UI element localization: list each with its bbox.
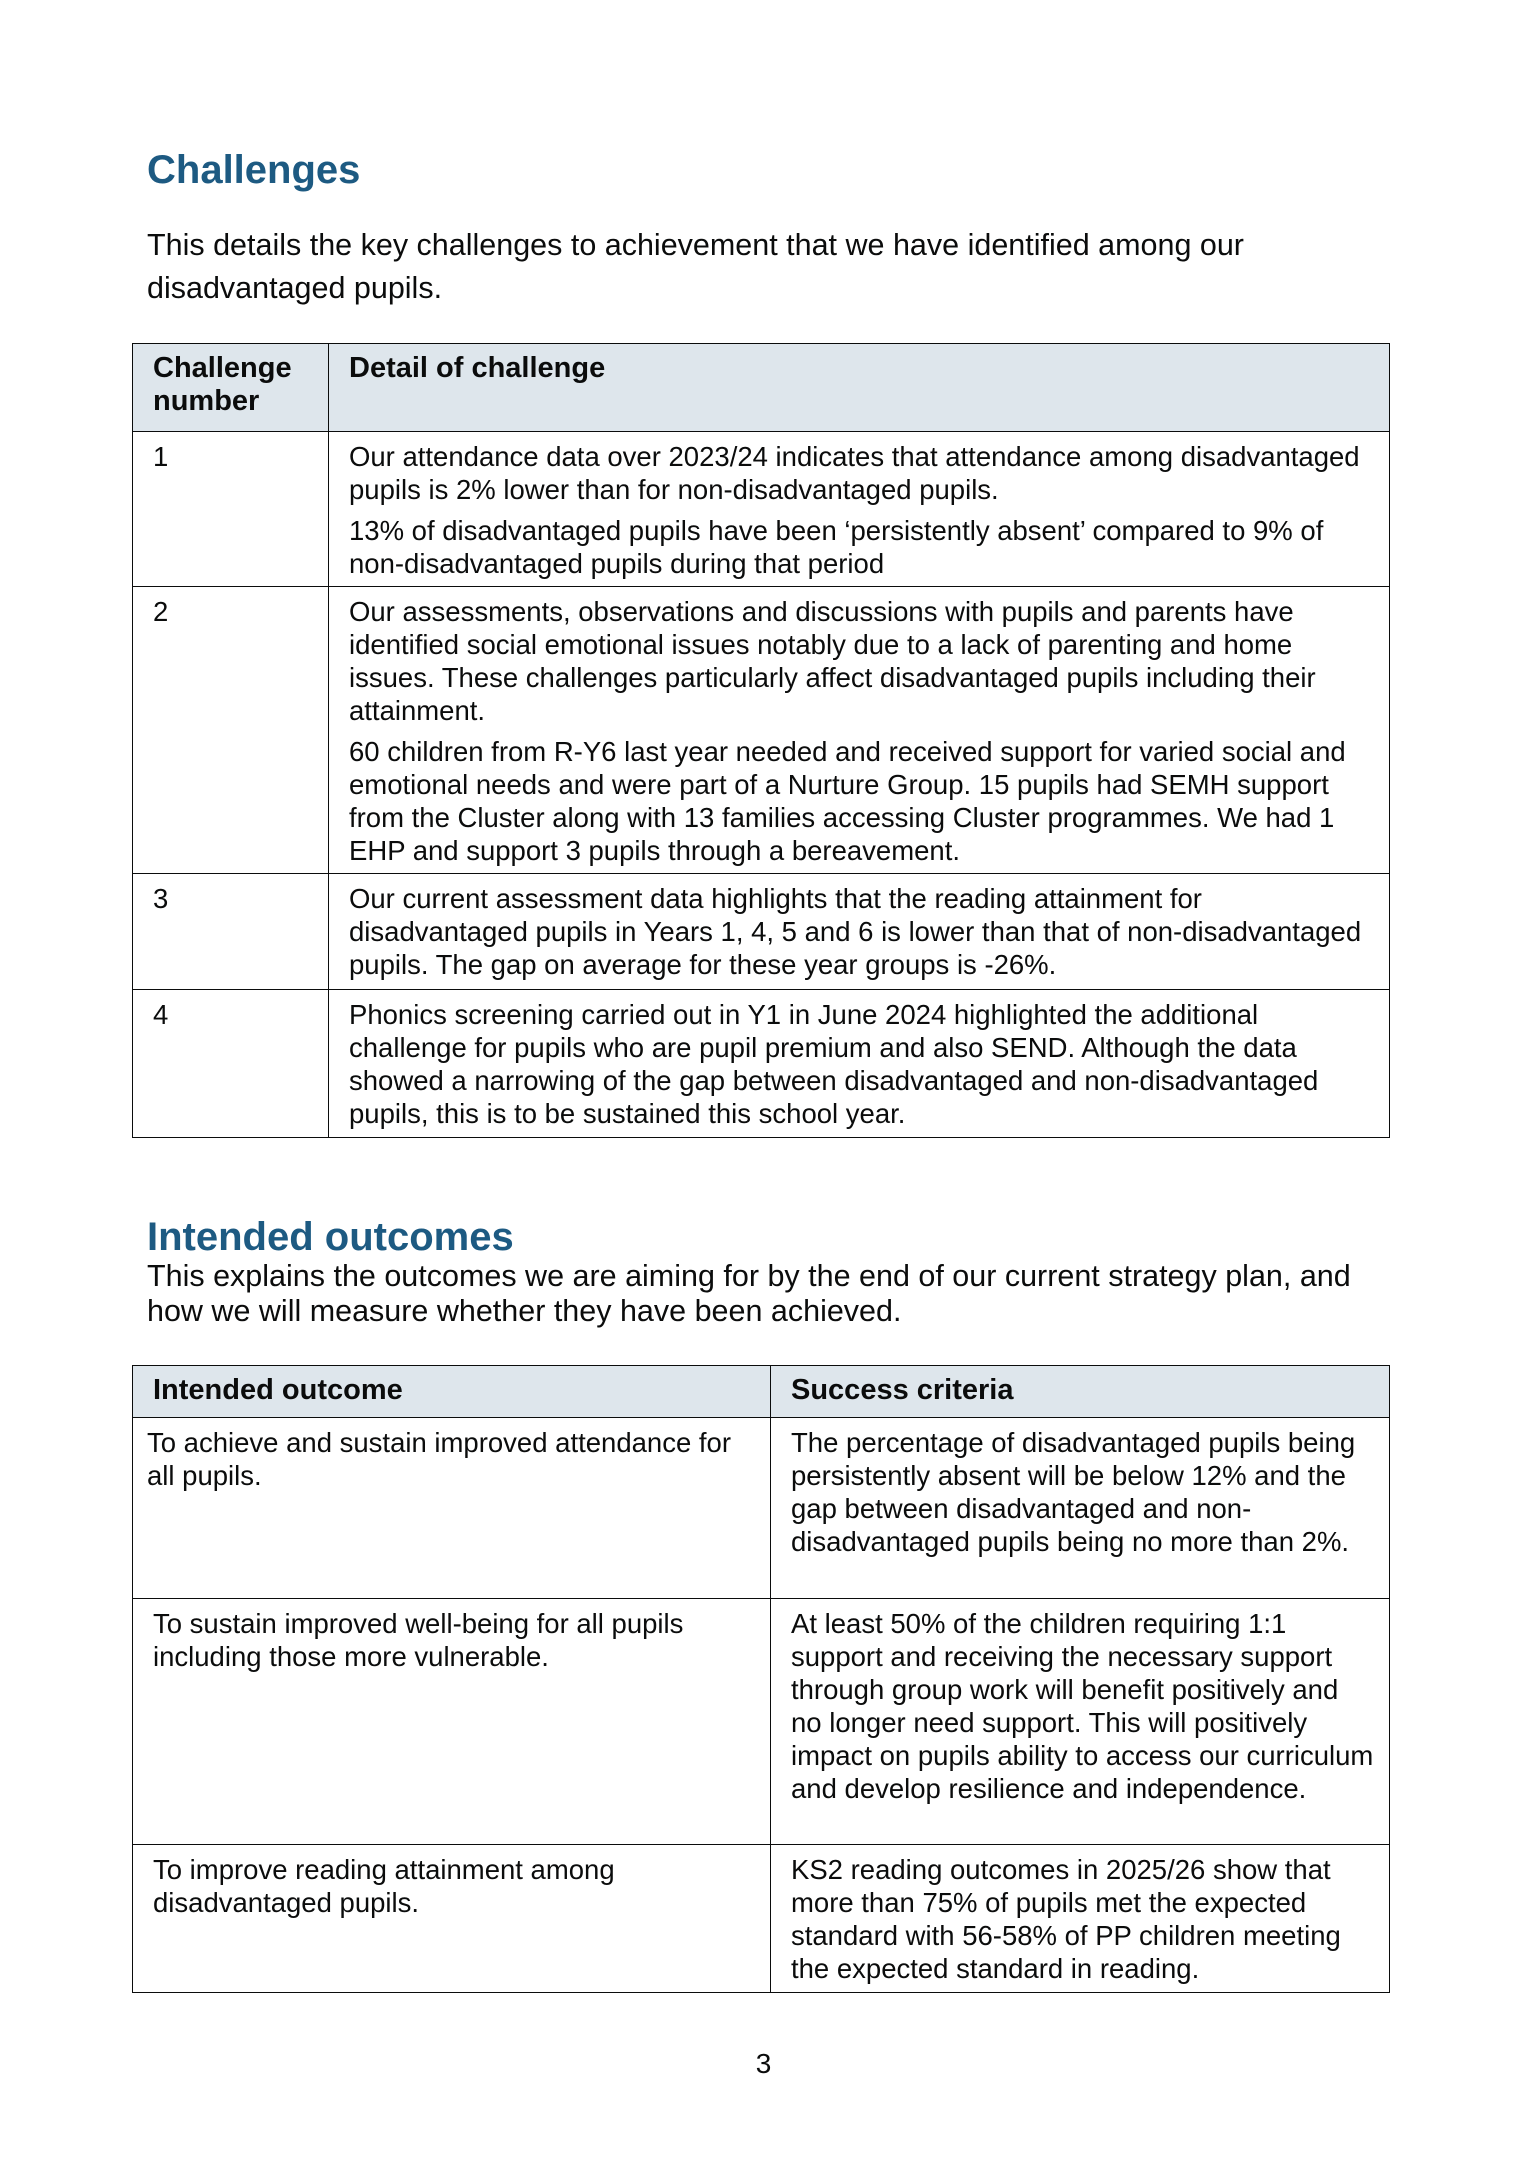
challenge-paragraph: 60 children from R-Y6 last year needed and received support for varied social and emotional needs and were part of a Nurture Group. 15 pupils had SEMH support from the Cluster along with 13 families accessing Cluster programmes. We had 1 EHP and support 3 pupils through a bereavement. <box>349 736 1346 866</box>
table-row <box>133 1599 1390 1845</box>
challenge-number: 3 <box>133 874 329 990</box>
challenge-number: 2 <box>133 587 329 874</box>
challenge-detail <box>329 874 1390 990</box>
challenge-paragraph: Phonics screening carried out in Y1 in June 2024 highlighted the additional challenge for pupils who are pupil premium and also SEND. Although the data showed a narrowing of the gap between disadvantaged and non-disadvantaged pupils, this is to be sustained this school year. <box>349 999 1319 1129</box>
intended-outcome: To improve reading attainment among disadvantaged pupils. <box>133 1845 771 1993</box>
table-row <box>133 432 1390 587</box>
challenge-paragraph: 13% of disadvantaged pupils have been ‘persistently absent’ compared to 9% of non-disadvantaged pupils during that period <box>349 515 1324 579</box>
table-row <box>133 587 1390 874</box>
outcomes-table <box>132 1365 1390 1993</box>
page-number: 3 <box>755 2048 772 2079</box>
column-header-intended-outcome: Intended outcome <box>133 1366 771 1418</box>
challenges-table <box>132 343 1390 1138</box>
challenges-intro: This details the key challenges to achievement that we have identified among our disadvantaged pupils. <box>147 228 1244 305</box>
intended-outcomes-intro: This explains the outcomes we are aiming for by the end of our current strategy plan, and how we will measure whether they have been achieved. <box>147 1259 1351 1328</box>
challenge-paragraph: Our current assessment data highlights that the reading attainment for disadvantaged pupils in Years 1, 4, 5 and 6 is lower than that of non-disadvantaged pupils. The gap on average for these year groups is -26%. <box>349 883 1362 980</box>
challenge-number: 4 <box>133 990 329 1138</box>
column-header-success-criteria: Success criteria <box>771 1366 1390 1418</box>
challenge-detail <box>329 990 1390 1138</box>
challenge-paragraph: Our assessments, observations and discussions with pupils and parents have identified social emotional issues notably due to a lack of parenting and home issues. These challenges particularly affect disadvantaged pupils including their attainment. <box>349 596 1316 726</box>
column-header-challenge-number: Challenge number <box>133 344 329 432</box>
challenge-paragraph: Our attendance data over 2023/24 indicates that attendance among disadvantaged pupils is 2% lower than for non-disadvantaged pupils. <box>349 441 1360 505</box>
table-row <box>133 1845 1390 1993</box>
challenge-detail <box>329 587 1390 874</box>
success-criteria: KS2 reading outcomes in 2025/26 show that more than 75% of pupils met the expected standard with 56-58% of PP children meeting the expected standard in reading. <box>771 1845 1390 1993</box>
challenge-detail <box>329 432 1390 587</box>
intended-outcomes-heading: Intended outcomes <box>147 1215 514 1259</box>
table-row <box>133 990 1390 1138</box>
table-row <box>133 1418 1390 1599</box>
column-header-detail-of-challenge: Detail of challenge <box>329 344 1390 432</box>
challenges-header-row <box>133 344 1390 432</box>
intended-outcome: To sustain improved well-being for all pupils including those more vulnerable. <box>133 1599 771 1845</box>
challenges-heading: Challenges <box>147 148 361 192</box>
success-criteria: The percentage of disadvantaged pupils being persistently absent will be below 12% and the gap between disadvantaged and non-disadvantaged pupils being no more than 2%. <box>771 1418 1390 1599</box>
success-criteria: At least 50% of the children requiring 1:1 support and receiving the necessary support through group work will benefit positively and no longer need support. This will positively impact on pupils ability to access our curriculum and develop resilience and independence. <box>771 1599 1390 1845</box>
table-row <box>133 874 1390 990</box>
outcomes-header-row <box>133 1366 1390 1418</box>
challenge-number: 1 <box>133 432 329 587</box>
intended-outcome: To achieve and sustain improved attendance for all pupils. <box>133 1418 771 1599</box>
